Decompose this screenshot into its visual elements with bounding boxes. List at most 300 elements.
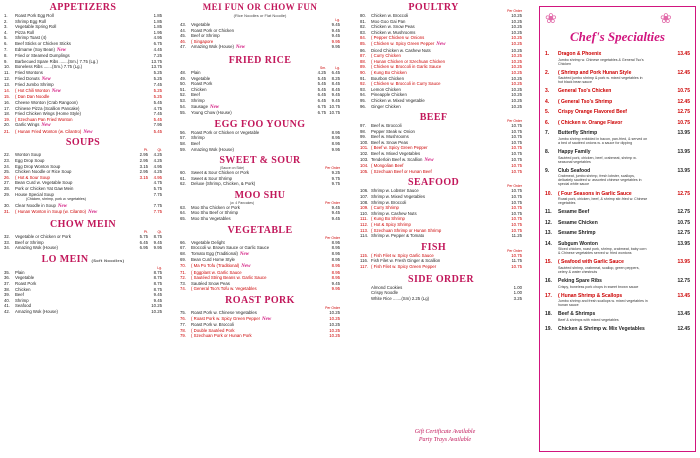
item-name bbox=[371, 41, 508, 48]
specialty-item bbox=[545, 259, 690, 266]
specialty-number: 13. bbox=[545, 230, 552, 237]
item-name-text: ( Double Sautéed Pork bbox=[191, 327, 235, 333]
item-number: 88. bbox=[360, 58, 366, 64]
item-price: 10.75 bbox=[511, 263, 522, 269]
header-lg: Lg. bbox=[335, 65, 340, 70]
item-number: 94. bbox=[360, 92, 366, 98]
specialty-name: ( General Tso's Shrimp bbox=[558, 98, 613, 105]
item-price: 9.75 bbox=[331, 181, 340, 187]
item-number: 57. bbox=[180, 135, 186, 141]
specialty-price: 12.45 bbox=[677, 325, 690, 332]
item-name-text: Tenderloin Beef w. Scallion bbox=[371, 156, 423, 162]
egg-foo-young-list bbox=[180, 130, 340, 152]
item-name-text: Pork or Chicken Yat Gaw Mein bbox=[15, 186, 74, 192]
item-name-text: Fried Wontons bbox=[15, 69, 43, 75]
menu-item bbox=[360, 264, 522, 270]
item-price-small: 6.45 bbox=[317, 97, 326, 103]
item-number: 12. bbox=[4, 75, 10, 81]
item-price: 8.95 bbox=[331, 257, 340, 263]
item-price: 10.75 bbox=[511, 194, 522, 200]
item-name bbox=[371, 264, 508, 270]
item-price: 10.75 bbox=[511, 205, 522, 211]
item-number: 39. bbox=[4, 292, 10, 298]
column-3 bbox=[360, 2, 522, 301]
item-price-small bbox=[135, 203, 148, 210]
item-name-text: Roast Pork or Chicken or Vegetable bbox=[191, 129, 260, 135]
specialty-number: 3. bbox=[545, 88, 550, 95]
item-number: 87. bbox=[360, 53, 366, 59]
item-name-text: Amazing Wok (House) bbox=[191, 44, 234, 50]
item-number: 62. bbox=[180, 181, 186, 187]
specialty-description: Sautéed shrimp, crabmeat, scallop, green peppers, celery & water chestnuts bbox=[558, 265, 640, 274]
item-name-text: Shrimp bbox=[15, 297, 29, 303]
item-number: 111. bbox=[360, 216, 368, 222]
footer-gift-certificate: Gift Certificate Available bbox=[414, 429, 476, 435]
specialty-number: 8. bbox=[545, 149, 550, 156]
new-badge: New bbox=[88, 210, 98, 216]
item-number: 84. bbox=[360, 35, 366, 41]
item-price-large: 4.95 bbox=[153, 163, 162, 169]
item-price: 8.95 bbox=[331, 263, 340, 269]
item-price-small: 2.95 bbox=[139, 158, 148, 164]
specialty-name: Club Seafood bbox=[558, 167, 591, 174]
item-number: 4. bbox=[4, 29, 8, 35]
item-number: 15. bbox=[4, 94, 10, 100]
item-number: 81. bbox=[360, 18, 366, 24]
item-price: 1.85 bbox=[153, 24, 162, 30]
item-name-text: ( Szechuan Beef or Hunan Beef bbox=[371, 168, 432, 174]
item-price: 10.25 bbox=[329, 322, 340, 328]
item-name-text: Amazing Wok (House) bbox=[15, 308, 58, 314]
item-price: 5.25 bbox=[153, 75, 162, 81]
specialty-description: Jumbo shrimp and fresh scallops w. mixed vegetables in hunan sauce bbox=[558, 299, 648, 308]
item-name-text: ( Curry Shrimp bbox=[371, 205, 399, 211]
specialty-number: 17. bbox=[545, 292, 552, 299]
item-price-large: 4.25 bbox=[153, 152, 162, 158]
item-name-text: Moo Shu Beef or Shrimp bbox=[191, 210, 239, 216]
item-number: 16. bbox=[4, 99, 10, 105]
item-name-text: ( Szechuan Pork or Hunan Pork bbox=[191, 333, 252, 339]
item-price: 10.75 bbox=[511, 168, 522, 174]
item-price: 10.25 bbox=[329, 315, 340, 321]
item-number: 51. bbox=[180, 86, 186, 92]
item-name bbox=[191, 181, 326, 187]
specialty-item bbox=[545, 278, 690, 285]
item-number: 83. bbox=[360, 29, 366, 35]
specialty-name: ( Chicken w. Orange Flavor bbox=[558, 119, 623, 126]
beef-heading bbox=[360, 112, 522, 123]
item-price: 8.95 bbox=[331, 250, 340, 256]
item-number: 36. bbox=[4, 275, 10, 281]
item-price-large: 10.75 bbox=[329, 110, 340, 116]
item-name-text: Egg Drop Soup bbox=[15, 158, 45, 164]
item-name-text: Chicken Noodle or Rice Soup bbox=[15, 169, 72, 175]
item-price-small: 2.95 bbox=[139, 169, 148, 175]
item-price: 9.45 bbox=[153, 297, 162, 303]
new-badge: New bbox=[262, 316, 272, 322]
item-name-text: Bean Curd Home Style bbox=[191, 257, 235, 263]
item-price: 9.45 bbox=[331, 22, 340, 27]
new-badge: New bbox=[241, 264, 251, 270]
item-name-text: Shrimp w. Mixed Vegetables bbox=[371, 194, 425, 200]
header-per-order: Per Order bbox=[507, 9, 522, 13]
item-name-text: Amazing Wok (House) bbox=[191, 146, 234, 152]
item-name-text: Beef w. Broccoli bbox=[371, 123, 402, 129]
item-name-text: Deluxe (Shrimp, Chicken, & Pork) bbox=[191, 181, 256, 187]
item-price: 5.25 bbox=[153, 69, 162, 75]
item-name-text: ( General Tso's Tofu w. Vegetables bbox=[191, 286, 257, 292]
item-number: 49. bbox=[180, 75, 186, 81]
item-number: 113. bbox=[360, 227, 369, 233]
item-number: 52. bbox=[180, 92, 186, 98]
item-price: 13.75 bbox=[151, 58, 162, 64]
specialty-name: Sesame Shrimp bbox=[558, 230, 596, 237]
item-name-text: Roast Pork bbox=[15, 280, 37, 286]
item-name bbox=[15, 47, 148, 54]
item-number: 100. bbox=[360, 139, 369, 145]
item-number: 43. bbox=[180, 22, 186, 27]
specialty-price: 13.45 bbox=[677, 51, 690, 57]
item-name-text: Sweet & Sour Shrimp bbox=[191, 175, 233, 181]
item-number: 92. bbox=[360, 81, 366, 87]
section-title-moo-shu: MOO SHU bbox=[234, 189, 286, 201]
specialty-item bbox=[545, 88, 690, 95]
item-name-text: Fish Filet w. Fresh Ginger & Scallion bbox=[371, 258, 441, 264]
item-number: 18. bbox=[4, 111, 10, 117]
item-price: 10.25 bbox=[511, 97, 522, 103]
header-pt: Pt. bbox=[143, 230, 148, 234]
specialty-number: 9. bbox=[545, 167, 550, 174]
item-number: 55. bbox=[180, 110, 186, 116]
item-name-text: Shrimp Egg Roll bbox=[15, 18, 47, 24]
item-price: 10.25 bbox=[511, 86, 522, 92]
item-name-text: ( Ma Po Tofu (Traditional) bbox=[191, 263, 240, 269]
specialty-price: 12.75 bbox=[677, 230, 690, 237]
item-name bbox=[15, 88, 148, 95]
menu-item bbox=[180, 181, 340, 187]
item-price-large: 7.75 bbox=[153, 191, 162, 197]
item-name-text: ( Hot Chili Wonton bbox=[15, 87, 50, 93]
item-name-text: Vegetable Spring Roll bbox=[15, 24, 57, 30]
item-number: 53. bbox=[180, 97, 186, 103]
menu-item bbox=[360, 169, 522, 175]
specialty-price: 13.95 bbox=[677, 149, 690, 156]
specialty-item bbox=[545, 326, 690, 333]
item-number: 33. bbox=[4, 239, 10, 245]
item-number: 112. bbox=[360, 222, 369, 227]
specialty-item bbox=[545, 120, 690, 127]
item-price: 7.45 bbox=[153, 82, 162, 88]
item-name-text: Fried Chicken Wings (Home Style) bbox=[15, 111, 81, 117]
item-number: 7. bbox=[4, 46, 8, 52]
item-number: 63. bbox=[180, 204, 186, 210]
item-name-text: Roast Pork or Chicken bbox=[191, 27, 234, 33]
menu-item bbox=[360, 104, 522, 110]
item-price: 10.25 bbox=[511, 75, 522, 81]
lo-mein-title: LO MEIN bbox=[41, 253, 89, 265]
specialty-price: 13.95 bbox=[677, 240, 690, 247]
footer-party-trays: Party Trays Available bbox=[418, 437, 472, 443]
item-name-text: Roast Pork bbox=[191, 81, 213, 87]
item-number: 107. bbox=[360, 194, 369, 200]
item-price-small: 3.15 bbox=[139, 163, 148, 169]
item-number: 44. bbox=[180, 27, 186, 33]
item-number: 29. bbox=[4, 191, 10, 197]
item-number: 24. bbox=[4, 163, 10, 169]
item-name bbox=[191, 251, 326, 258]
item-number: 58. bbox=[180, 140, 186, 146]
item-name-text: ( Chicken w. Broccoli in Garlic Sauce bbox=[371, 64, 442, 70]
item-number: 28. bbox=[4, 186, 10, 192]
item-name-text: Edmame (Soy Bean) bbox=[15, 46, 55, 52]
item-price: 10.75 bbox=[511, 156, 522, 162]
item-price: 10.25 bbox=[511, 24, 522, 30]
item-name bbox=[371, 157, 508, 164]
new-badge: New bbox=[235, 45, 246, 51]
item-price-small: 6.75 bbox=[317, 110, 326, 116]
item-price-large: 10.75 bbox=[329, 103, 340, 109]
specialty-price: 12.45 bbox=[677, 69, 690, 76]
item-number: 85. bbox=[360, 40, 366, 46]
header-per-order: Per Order bbox=[507, 184, 522, 189]
item-name-text: ( Chicken w. Broccoli in Curry Sauce bbox=[371, 81, 441, 87]
item-name bbox=[191, 263, 326, 270]
item-name-text: Chicken w. Mixed Vegetable bbox=[371, 97, 425, 103]
item-name-text: Beef w. Mixed Vegetables bbox=[371, 151, 421, 157]
item-price: 5.25 bbox=[153, 94, 162, 100]
item-price-large: 8.45 bbox=[331, 81, 340, 87]
item-number: 115. bbox=[360, 252, 369, 258]
item-price: 6.75 bbox=[153, 40, 162, 46]
section-title-poultry: POULTRY bbox=[408, 2, 459, 13]
header-per-order: Per Order bbox=[325, 235, 340, 240]
item-price-small: 6.45 bbox=[317, 92, 326, 98]
specialty-name: Happy Family bbox=[558, 149, 591, 156]
item-name-text: Amazing Wok (House) bbox=[15, 245, 58, 251]
item-price: 10.25 bbox=[329, 327, 340, 333]
item-price-large: 4.75 bbox=[153, 180, 162, 186]
menu-item bbox=[180, 316, 340, 323]
item-name-text: Fried Donuts bbox=[15, 75, 40, 81]
specialty-name: ( Hunan Shrimp & Scallops bbox=[558, 292, 623, 299]
item-number: 6. bbox=[4, 40, 8, 46]
item-number bbox=[360, 296, 371, 302]
item-name-text: Bean Curd w. Vegetable Soup bbox=[15, 180, 73, 186]
menu-item bbox=[360, 296, 522, 302]
new-badge: New bbox=[51, 88, 61, 94]
item-price: 8.95 bbox=[331, 129, 340, 135]
item-name-text: Moo Shu Chicken or Pork bbox=[191, 204, 240, 210]
item-price: 9.95 bbox=[331, 44, 340, 50]
specialty-price: 13.95 bbox=[677, 259, 690, 266]
specialty-name: Beef & Shrimps bbox=[558, 311, 596, 318]
menu-item bbox=[180, 110, 340, 116]
item-number: 59. bbox=[180, 146, 186, 152]
item-name-text: Almond Cookies bbox=[371, 284, 403, 290]
item-price-small: 6.95 bbox=[139, 245, 148, 251]
sweet-sour-subtitle: (Sauce on Side) bbox=[220, 166, 245, 171]
item-name bbox=[371, 233, 508, 239]
item-price: 9.45 bbox=[331, 210, 340, 216]
item-name-text: Beef or Shrimp bbox=[15, 239, 44, 245]
item-name-text: ( Hunan Fried Wonton (w. Cilantro) bbox=[15, 128, 82, 134]
menu-item bbox=[4, 129, 162, 136]
item-name-text: Shrimp bbox=[191, 135, 205, 141]
item-number: 38. bbox=[4, 286, 10, 292]
item-price: 9.45 bbox=[331, 216, 340, 222]
item-number: 90. bbox=[360, 69, 366, 75]
item-number: 105. bbox=[360, 168, 369, 174]
item-number: 41. bbox=[4, 303, 10, 309]
item-number: 86. bbox=[360, 47, 366, 53]
item-name-text: Wonton Soup bbox=[15, 152, 41, 158]
item-name-text: Shrimp w. Pepper & Tomato bbox=[371, 233, 425, 239]
specialty-description: Sautéed pork, chicken, beef, crabmeat, shrimp w. seasonal vegetables bbox=[558, 155, 637, 164]
menu-item bbox=[4, 309, 162, 315]
item-name-text: ( Roast Pork w. Spicy Green Pepper bbox=[191, 315, 261, 321]
item-number: 42. bbox=[4, 308, 10, 314]
item-price: 8.75 bbox=[153, 280, 162, 286]
specialty-number: 12. bbox=[545, 219, 552, 226]
item-name bbox=[15, 309, 148, 315]
item-name-text: Beef or Shrimp bbox=[191, 33, 220, 39]
specialty-description: Beef & shrimps with mixed vegetables bbox=[558, 317, 619, 322]
chow-mein-list bbox=[4, 234, 162, 251]
item-price: 7.95 bbox=[153, 122, 162, 128]
item-number: 108. bbox=[360, 199, 369, 205]
specialty-price: 12.75 bbox=[677, 209, 690, 216]
item-price: 9.45 bbox=[331, 204, 340, 210]
item-price: 10.25 bbox=[511, 58, 522, 64]
item-price-large: 8.75 bbox=[153, 234, 162, 239]
item-number: 47. bbox=[180, 44, 186, 50]
item-number: 69. bbox=[180, 257, 186, 263]
item-number: 114. bbox=[360, 233, 369, 239]
item-name-text: Beef Sticks or Chicken Sticks bbox=[15, 40, 71, 46]
item-price: 10.75 bbox=[511, 151, 522, 157]
item-number: 99. bbox=[360, 134, 366, 140]
seafood-heading bbox=[360, 177, 522, 188]
item-name-text: Pineapple Chicken bbox=[371, 92, 407, 98]
item-number: 106. bbox=[360, 188, 369, 194]
menu-item bbox=[4, 203, 162, 210]
item-price-small: 4.25 bbox=[317, 69, 326, 75]
sweet-sour-list bbox=[180, 170, 340, 187]
floral-ornament-icon: ❀ bbox=[660, 10, 672, 26]
item-number: 72. bbox=[180, 275, 186, 281]
specialty-price: 10.75 bbox=[677, 119, 690, 126]
item-name-text: Sausage bbox=[191, 103, 208, 109]
header-per-order: Per Order bbox=[325, 306, 340, 310]
header-pt: Pt. bbox=[143, 148, 148, 153]
item-number: 74. bbox=[180, 286, 186, 292]
item-number: 93. bbox=[360, 86, 366, 92]
item-name-text: ( Hunan Wonton in Soup (w. Cilantro) bbox=[15, 209, 87, 215]
item-number: 117. bbox=[360, 263, 369, 269]
specialty-description: Crispy, boneless pork chops in sweet brown sauce bbox=[558, 284, 639, 289]
item-price-large: 7.75 bbox=[153, 202, 162, 208]
item-price: 10.25 bbox=[511, 92, 522, 98]
item-number: 89. bbox=[360, 64, 366, 70]
item-name-text: Fried or Steamed Dumplings bbox=[15, 53, 70, 59]
new-badge: New bbox=[41, 76, 51, 82]
item-price-small: 6.45 bbox=[139, 239, 148, 245]
item-price: 7.25 bbox=[153, 53, 162, 59]
item-name-text: Chinese Pizza (Scallion Pancake) bbox=[15, 105, 80, 111]
header-per-order: Per Order bbox=[507, 119, 522, 124]
item-name-text: Egg Drop Wonton Soup bbox=[15, 163, 61, 169]
item-name bbox=[191, 216, 326, 222]
item-name-text: Beef w. Snow Peas bbox=[371, 139, 409, 145]
beef-list bbox=[360, 123, 522, 174]
menu-item bbox=[360, 233, 522, 239]
item-name bbox=[191, 316, 326, 323]
item-number: 61. bbox=[180, 175, 186, 181]
specialty-name: Sesame Beef bbox=[558, 209, 590, 216]
item-price-small bbox=[135, 209, 148, 216]
item-price: 3.25 bbox=[513, 295, 522, 301]
specialty-description: Jumbo shrimp w. Chinese vegetables & General Tso's Chicken bbox=[558, 57, 644, 66]
item-name-text: Vegetable bbox=[15, 275, 35, 281]
poultry-heading bbox=[360, 2, 522, 13]
menu-item bbox=[180, 44, 340, 51]
item-number: 8. bbox=[4, 53, 8, 59]
item-name bbox=[191, 147, 326, 153]
item-name-text: Crispy Noodle bbox=[371, 290, 398, 296]
section-title-roast-pork: ROAST PORK bbox=[225, 295, 295, 306]
item-price: 5.25 bbox=[153, 87, 162, 93]
item-price: 10.25 bbox=[511, 29, 522, 35]
specialty-price: 13.95 bbox=[677, 167, 690, 174]
item-name-text: Seafood bbox=[15, 303, 32, 309]
fish-list bbox=[360, 253, 522, 270]
item-number: 98. bbox=[360, 128, 366, 134]
specialty-item bbox=[545, 230, 690, 237]
item-name-text: ( Eggplant w. Garlic Sauce bbox=[191, 269, 242, 275]
item-name bbox=[15, 245, 135, 251]
item-name-text: ( Beef w. Spicy Green Pepper bbox=[371, 145, 428, 151]
section-title-mei-fun: MEI FUN OR CHOW FUN bbox=[202, 2, 318, 12]
section-title-side-order: SIDE ORDER bbox=[408, 273, 474, 285]
specialty-name: Butterfly Shrimp bbox=[558, 130, 598, 137]
item-name-text: Chicken w. Broccoli bbox=[371, 13, 409, 18]
item-price: 10.75 bbox=[511, 188, 522, 194]
item-name-text: Clear Noodle in Soup bbox=[15, 202, 56, 208]
item-name-text: ( Dan Dan Noodle bbox=[15, 94, 50, 100]
item-number: 13. bbox=[4, 82, 10, 88]
item-name-text: Ginger Chicken bbox=[371, 103, 401, 109]
item-number: 25. bbox=[4, 169, 10, 175]
item-price: 10.25 bbox=[329, 310, 340, 315]
item-number: 68. bbox=[180, 250, 186, 256]
item-number: 46. bbox=[180, 38, 186, 44]
item-number: 67. bbox=[180, 245, 186, 251]
specialty-description: Crabmeat, jumbo shrimp, fresh lobster, scallops, delicately sautéed w. assorted chinese vegetables in special white sauce bbox=[558, 174, 642, 187]
menu-item bbox=[180, 251, 340, 258]
item-name-text: Shrimp w. Lobster Sauce bbox=[371, 188, 419, 194]
item-price: 8.95 bbox=[331, 275, 340, 281]
specialty-name: ( Seafood with Garlic Sauce bbox=[558, 259, 624, 266]
item-number: 9. bbox=[4, 58, 8, 64]
item-name-text: Pepper Steak w. Onion bbox=[371, 128, 415, 134]
item-number: 109. bbox=[360, 205, 369, 211]
item-number: 21. bbox=[4, 128, 10, 134]
specialty-price: 12.45 bbox=[677, 98, 690, 105]
item-name-text: Moo Goo Gai Pan bbox=[371, 18, 406, 24]
item-price: 4.45 bbox=[153, 46, 162, 52]
item-name-text: Plain bbox=[191, 69, 201, 75]
item-number: 95. bbox=[360, 97, 366, 103]
